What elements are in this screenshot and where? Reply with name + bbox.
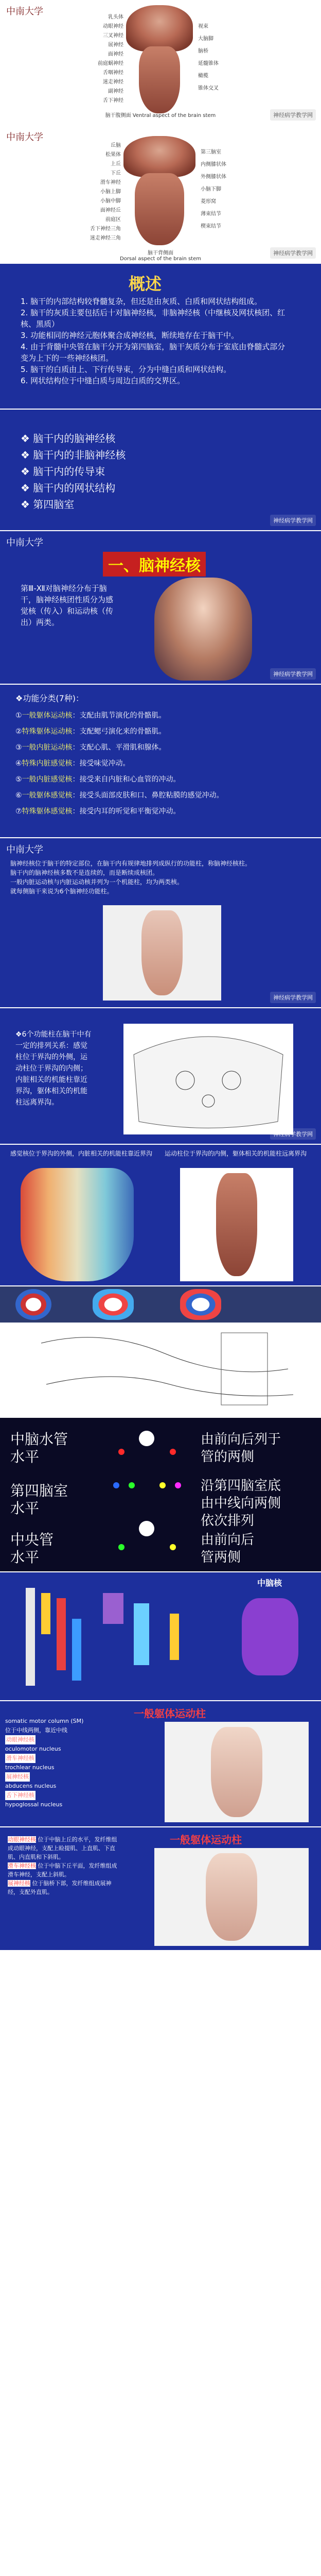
slide-title: 一般躯体运动柱 — [134, 1707, 206, 1720]
color-section-strip — [0, 1286, 321, 1323]
university-logo: 中南大学 — [6, 537, 43, 548]
slide-cranial-nuclei — [0, 531, 321, 685]
label: 面神经 — [108, 52, 123, 57]
label-cn: 展神经核 — [5, 1772, 30, 1782]
purple-blob — [242, 1598, 298, 1675]
level-label: 中央管 水平 — [10, 1531, 54, 1566]
brainstem-outline — [216, 1173, 257, 1276]
nuclei-dots — [108, 1428, 190, 1567]
label-en: hypoglossal nucleus — [5, 1801, 63, 1808]
level-desc: 沿第四脑室底 由中线向两侧 依次排列 — [201, 1478, 281, 1529]
slide-topics — [0, 410, 321, 531]
university-logo: 中南大学 — [6, 6, 43, 17]
label: 外侧膝状体 — [201, 174, 226, 180]
slide-somatic-motor — [0, 1701, 321, 1827]
label: 楔束结节 — [201, 224, 221, 229]
bullet: 脑神经核位于脑干的特定部位，在脑干内有规律地排列成纵行的功能柱，称脑神经核柱。 — [10, 860, 252, 867]
slide-title: 概述 — [129, 274, 162, 294]
type-item: ⑥一般躯体感觉核：接受头面部皮肤和口、鼻腔粘膜的感觉冲动。 — [15, 791, 224, 800]
label: 舌咽神经 — [103, 70, 123, 76]
overview-list — [21, 296, 288, 386]
slide-column-diagram — [0, 1145, 321, 1286]
overview-point: 4. 由于背髓中央管在脑干分开为第四脑室，脑干灰质分布于室底由脊髓式部分变为上下的一些神经核团。 — [21, 342, 286, 363]
right-labels — [201, 146, 257, 233]
label: 第三脑室 — [201, 149, 221, 155]
label-en: oculomotor nucleus — [5, 1745, 61, 1752]
overview-point: 6. 网状结构位于中缝白质与周边白质的交界区。 — [21, 376, 185, 385]
label: 下丘 — [111, 171, 121, 176]
type-item: ②特殊躯体运动核：支配鳃弓演化来的骨骼肌。 — [15, 727, 166, 736]
label: 薄束结节 — [201, 211, 221, 217]
brain-image — [126, 5, 193, 52]
label-cn: 动眼神经核 — [5, 1735, 35, 1744]
slide-overview — [0, 264, 321, 410]
label-en: trochlear nucleus — [5, 1764, 55, 1771]
brainstem-outline — [211, 1727, 262, 1817]
label: 小脑下脚 — [201, 187, 221, 192]
columns-bullets — [10, 859, 309, 896]
slide-nuclei-map — [0, 1572, 321, 1701]
site-badge: 神经病学教学网 — [270, 109, 316, 121]
overview-point: 1. 脑干的内部结构较脊髓复杂，但还是由灰质、白质和网状结构组成。 — [21, 297, 262, 306]
right-labels — [198, 21, 249, 95]
topic-item: ❖ 脑干内的传导束 — [21, 465, 105, 478]
right-caption: 运动柱位于界沟的内侧，躯体相关的机能柱远离界沟 — [165, 1150, 307, 1157]
label: 延髓锥体 — [198, 61, 219, 66]
site-badge: 神经病学教学网 — [270, 992, 316, 1003]
brainstem-3d-image — [154, 578, 252, 681]
left-caption: 感觉核位于界沟的外侧，内脏相关的机能柱靠近界沟 — [10, 1150, 153, 1157]
topic-list — [21, 430, 126, 513]
topic-item: ❖ 脑干内的网状结构 — [21, 482, 116, 494]
brainstem-outline — [141, 910, 183, 995]
label: 丘脑 — [111, 143, 121, 148]
brainstem-outline — [206, 1853, 257, 1941]
types-list — [15, 708, 304, 820]
slide-title: 中脑核 — [257, 1578, 282, 1588]
label-cn: 位于中线两侧，靠近中线 — [5, 1727, 67, 1734]
caption-en: Ventral aspect of the brain stem — [132, 113, 216, 118]
label: 锥体交叉 — [198, 86, 219, 91]
label: 副神经 — [108, 89, 123, 94]
label-en: somatic motor column (SM) — [5, 1718, 84, 1724]
caption-en: Dorsal aspect of the brain stem — [120, 256, 201, 262]
detail-item: 展神经核 位于脑桥下部，发纤维组成展神经，支配外直肌。 — [8, 1880, 112, 1895]
cross-section-diagram — [123, 1024, 293, 1134]
label: 脑桥 — [198, 48, 208, 54]
slide-level-arrangement — [0, 1418, 321, 1572]
label: 舌下神经 — [103, 98, 123, 104]
section-icon — [93, 1289, 134, 1320]
caption-cn: 脑干腹侧面 — [105, 113, 131, 118]
overview-point: 2. 脑干的灰质主要包括后十对脑神经核，非脑神经核（中继核及网状核团、红核、黑质） — [21, 308, 286, 329]
neuron-pathway-diagram — [0, 1323, 321, 1415]
detail-item: 滑车神经核 位于中脑下丘平面，发纤维组成滑车神经，支配上斜肌。 — [8, 1862, 117, 1878]
type-item: ④特殊内脏感觉核：接受味觉冲动。 — [15, 759, 130, 768]
types-heading: ❖功能分类(7种)： — [15, 693, 84, 703]
label: 乳头体 — [108, 14, 123, 20]
type-item: ⑦特殊躯体感觉核：接受内耳的听觉和平衡觉冲动。 — [15, 807, 181, 816]
left-labels — [72, 141, 121, 243]
label: 内侧膝状体 — [201, 162, 226, 167]
brainstem-dorsal-image — [123, 136, 195, 177]
details-list — [8, 1835, 121, 1896]
label: 视束 — [198, 24, 208, 29]
section-icon — [15, 1289, 51, 1320]
left-labels — [77, 13, 123, 106]
label: 上丘 — [111, 161, 121, 167]
nuclei-text: 第Ⅲ-Ⅻ对脑神经分布于脑干，脑神经核团性质分为感觉核（传入）和运动核（传出）两类。 — [21, 584, 114, 627]
university-logo: 中南大学 — [6, 132, 43, 143]
level-desc: 由前向后列于 管的两侧 — [201, 1432, 281, 1465]
label: 大脑脚 — [198, 36, 213, 42]
label: 舌下神经三角 — [90, 226, 121, 232]
label: 橄榄 — [198, 73, 208, 79]
detail-item: 动眼神经核 位于中脑上丘的水平，发纤维组成动眼神经，支配上睑提肌、上直肌、下直肌、内直肌和下斜肌。 — [8, 1836, 117, 1860]
label: 三叉神经 — [103, 33, 123, 39]
slide-somatic-motor-details — [0, 1827, 321, 1951]
overview-point: 3. 功能相同的神经元胞体聚合成神经核，断续地存在于脑干中。 — [21, 331, 239, 340]
topic-item: ❖ 脑干内的非脑神经核 — [21, 449, 126, 461]
level-label: 中脑水管 水平 — [10, 1431, 68, 1465]
motor-diagram — [165, 1722, 309, 1822]
label: 动眼神经 — [103, 24, 123, 29]
label: 滑车神经 — [100, 180, 121, 185]
slide-dorsal-brainstem — [0, 126, 321, 264]
site-badge: 神经病学教学网 — [270, 1128, 316, 1140]
level-desc: 由前向后 管两侧 — [201, 1532, 255, 1565]
site-badge: 神经病学教学网 — [270, 668, 316, 680]
brainstem-column-image-right — [180, 1168, 293, 1281]
brainstem-image — [135, 173, 184, 245]
bullet: 就每侧脑干来说为6个脑神经功能柱。 — [10, 888, 113, 895]
label: 前庭蜗神经 — [98, 61, 123, 66]
slide-functional-types — [0, 685, 321, 838]
nuclei-diagram — [103, 905, 221, 1001]
label: 小脑中脚 — [100, 198, 121, 204]
motor-labels — [5, 1717, 108, 1809]
section-icon — [180, 1289, 221, 1320]
slide-section-diagrams — [0, 1286, 321, 1418]
type-item: ⑤一般内脏感觉核：接受来自内脏和心血管的冲动。 — [15, 775, 181, 784]
site-badge: 神经病学教学网 — [270, 515, 316, 526]
slide-ventral-brainstem — [0, 0, 321, 126]
type-item: ①一般躯体运动核：支配由肌节演化的骨骼肌。 — [15, 711, 166, 720]
bullet: 一般内脏运动核与内脏运动核并列为一个机能柱，均为两类核。 — [10, 878, 184, 886]
arrangement-text: ❖6个功能柱在脑干中有一定的排列关系：感觉柱位于界沟的外侧，运动柱位于界沟的内侧；内脏相关的机能柱靠近界沟，躯体相关的机能柱远离界沟。 — [15, 1030, 92, 1107]
topic-item: ❖ 脑干内的脑神经核 — [21, 432, 116, 445]
label: 迷走神经三角 — [90, 235, 121, 241]
caption-cn: 脑干背侧面 — [148, 250, 173, 256]
site-badge: 神经病学教学网 — [270, 247, 316, 259]
overview-point: 5. 脑干的白质由上、下行传导束，分为中缝白质和网状结构。 — [21, 365, 231, 374]
label: 展神经 — [108, 42, 123, 48]
label-cn: 滑车神经核 — [5, 1754, 35, 1763]
label: 松果体 — [105, 152, 121, 158]
label: 前庭区 — [105, 217, 121, 223]
brainstem-image — [139, 46, 180, 113]
color-columns — [21, 1588, 237, 1691]
label: 迷走神经 — [103, 79, 123, 85]
label: 小脑上脚 — [100, 189, 121, 195]
details-diagram — [154, 1848, 309, 1946]
slide-title: 一、脑神经核 — [103, 552, 206, 577]
topic-item: ❖ 第四脑室 — [21, 498, 75, 511]
bullet: 脑干内的脑神经核多数不是连续的，而是断续成核团。 — [10, 869, 159, 876]
slide-column-arrangement — [0, 1008, 321, 1145]
slide-nuclei-columns — [0, 838, 321, 1008]
type-item: ③一般内脏运动核：支配心肌、平滑肌和腺体。 — [15, 743, 166, 752]
slide-title: 一般躯体运动柱 — [170, 1834, 242, 1846]
label-cn: 舌下神经核 — [5, 1791, 35, 1800]
label-en: abducens nucleus — [5, 1783, 57, 1789]
level-label: 第四脑室 水平 — [10, 1482, 68, 1517]
label: 面神经丘 — [100, 208, 121, 213]
university-logo: 中南大学 — [6, 844, 43, 855]
brainstem-column-image-left — [21, 1168, 134, 1281]
label: 菱形窝 — [201, 199, 216, 205]
